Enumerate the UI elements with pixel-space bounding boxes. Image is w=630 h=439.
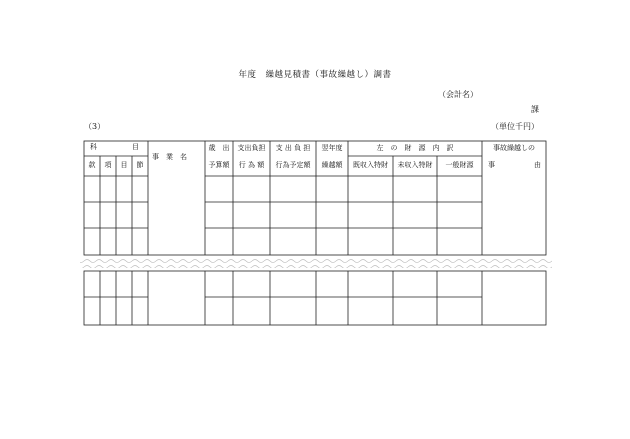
department-label: 課 <box>531 105 539 114</box>
header-jiko-bottom-right: 由 <box>534 161 541 169</box>
header-shishutsu-futan-bottom: 行 為 額 <box>238 161 265 169</box>
header-yokunendo-bottom: 繰越額 <box>321 161 343 169</box>
header-saishutsu-top: 歳 出 <box>208 144 230 152</box>
header-kamoku: 科 目 <box>90 143 139 151</box>
header-kishuunyu: 既収入特財 <box>353 161 388 169</box>
header-jiko-top: 事故繰越しの <box>493 144 535 152</box>
header-yokunendo-top: 翌年度 <box>321 144 343 152</box>
header-ippan-zaigen: 一般財源 <box>445 161 474 169</box>
header-shishutsu-futan-top: 支出負担 <box>237 144 266 152</box>
header-saishutsu-bottom: 予算額 <box>208 161 230 169</box>
header-zaigen-top: 左 の 財 源 内 訳 <box>376 144 454 152</box>
unit-label: （単位千円） <box>491 122 539 131</box>
header-jigyou-mei: 事 業 名 <box>152 153 187 161</box>
header-mishuunyu: 未収入特財 <box>397 161 433 169</box>
header-moku: 目 <box>120 161 128 169</box>
header-setsu: 節 <box>136 161 144 169</box>
section-number: （3） <box>84 122 106 131</box>
header-kou: 項 <box>104 161 112 169</box>
header-kan: 款 <box>88 161 96 169</box>
header-shishutsu-futan2-top: 支 出 負 担 <box>275 144 311 152</box>
document-title: 年度 繰越見積書（事故繰越し）調書 <box>238 70 392 80</box>
accounting-name-label: （会計名） <box>438 90 478 99</box>
header-shishutsu-futan2-bottom: 行為予定額 <box>275 161 311 169</box>
header-jiko-bottom-left: 事 <box>488 161 495 169</box>
